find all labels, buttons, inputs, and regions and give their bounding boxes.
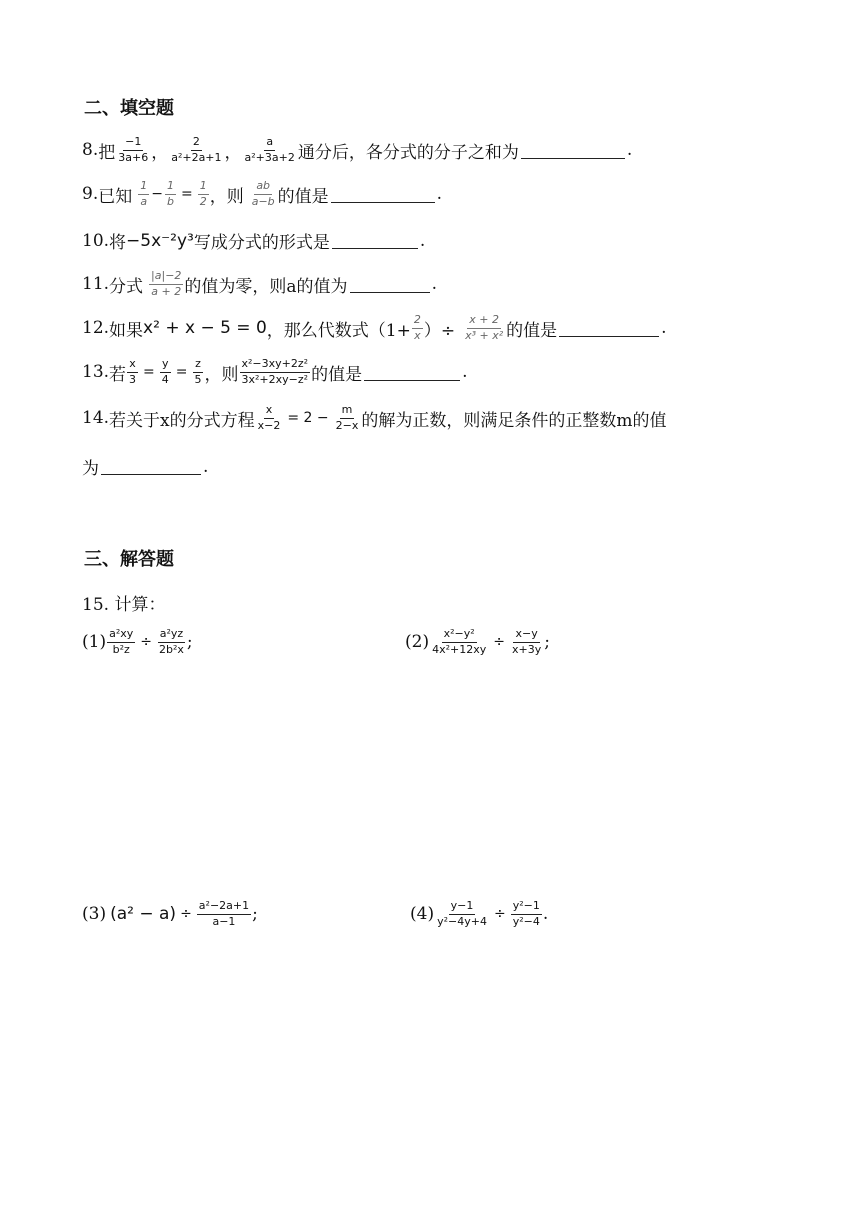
question-text: 的值是 <box>311 364 363 385</box>
denominator: 2b²x <box>159 642 184 656</box>
question-number: 11. <box>82 274 110 295</box>
equation-part: = 2 − <box>287 410 329 427</box>
numerator: y−1 <box>449 900 476 915</box>
section-title-fill-in: 二、填空题 <box>84 98 174 119</box>
denominator: a²+2a+1 <box>171 150 222 164</box>
question-text: 把 <box>98 142 116 163</box>
numerator: x−y <box>513 628 539 643</box>
period: . <box>462 362 468 383</box>
denominator: 3a+6 <box>118 150 149 164</box>
question-text: 的值是 <box>277 186 329 207</box>
period: . <box>542 904 549 925</box>
answer-blank[interactable] <box>101 458 201 475</box>
fraction <box>169 136 223 164</box>
numerator: |a|−2 <box>149 270 183 285</box>
problem-label: (4) <box>410 904 435 925</box>
numerator: x²−y² <box>442 628 477 643</box>
fraction <box>138 180 149 208</box>
fraction <box>127 358 138 386</box>
answer-blank[interactable] <box>559 320 659 337</box>
semicolon: ; <box>186 632 193 653</box>
problem-label: (1) <box>82 632 107 653</box>
numerator: a <box>264 136 275 151</box>
equals-sign: = <box>143 364 155 381</box>
denominator: x−2 <box>257 418 281 432</box>
question-text: 15. 计算： <box>82 595 166 615</box>
denominator: b²z <box>112 642 130 656</box>
question-number: 10. <box>82 230 110 251</box>
numerator: 1 <box>198 180 209 195</box>
fraction <box>157 628 186 656</box>
denominator: a <box>140 194 148 208</box>
answer-blank[interactable] <box>331 186 435 203</box>
question-14 <box>82 404 667 432</box>
question-text: 通分后，各分式的分子之和为 <box>297 142 519 163</box>
denominator: y²−4 <box>512 914 540 928</box>
denominator: 5 <box>194 372 202 386</box>
numerator: −1 <box>123 136 143 151</box>
answer-blank[interactable] <box>364 364 460 381</box>
question-14-continued <box>82 454 208 479</box>
divide-sign: ÷ <box>140 634 152 651</box>
fraction <box>412 314 423 342</box>
question-text: 写成分式的形式是 <box>193 233 330 253</box>
question-text: 若 <box>109 364 127 385</box>
question-text: ，则 <box>204 364 239 385</box>
numerator: y²−1 <box>511 900 542 915</box>
fraction <box>250 180 277 208</box>
question-10 <box>82 228 425 253</box>
fraction <box>116 136 150 164</box>
denominator: x <box>414 328 421 342</box>
fraction <box>165 180 176 208</box>
math-expression: −5x⁻²y³ <box>126 230 194 251</box>
question-text: 已知 <box>98 186 133 207</box>
denominator: 3 <box>129 372 137 386</box>
numerator: x <box>127 358 138 373</box>
separator: ， <box>151 142 169 163</box>
numerator: a²xy <box>107 628 135 643</box>
problem-15-1 <box>82 628 193 656</box>
numerator: 1 <box>165 180 176 195</box>
question-15-title <box>82 590 165 615</box>
numerator: a²yz <box>158 628 185 643</box>
divide-sign: ÷ <box>493 906 506 923</box>
numerator: 1 <box>138 180 149 195</box>
period: . <box>419 230 426 251</box>
problem-15-4 <box>410 900 548 928</box>
question-text: 分式 <box>109 276 144 297</box>
answer-blank[interactable] <box>332 232 418 249</box>
denominator: 4 <box>161 372 169 386</box>
question-text: 将 <box>109 233 127 253</box>
denominator: a²+3a+2 <box>244 150 295 164</box>
numerator: m <box>340 404 355 419</box>
denominator: a + 2 <box>151 284 182 298</box>
semicolon: ; <box>544 632 550 653</box>
denominator: 2 <box>199 194 207 208</box>
denominator: a−1 <box>212 914 236 928</box>
period: . <box>661 318 667 339</box>
question-number: 13. <box>82 362 110 383</box>
question-text: 为 <box>82 459 99 479</box>
question-text: 的值为零，则a的值为 <box>184 276 348 297</box>
math-expression: (a² − a) <box>110 904 177 925</box>
question-number: 14. <box>82 408 110 429</box>
denominator: a−b <box>251 194 275 208</box>
numerator: ab <box>254 180 272 195</box>
answer-blank[interactable] <box>521 142 625 159</box>
period: . <box>203 456 209 477</box>
question-text: ，那么代数式（1+ <box>266 320 411 341</box>
fraction <box>160 358 171 386</box>
minus-sign: − <box>151 186 163 203</box>
question-8 <box>82 136 632 164</box>
denominator: 2−x <box>335 418 359 432</box>
question-11 <box>82 270 437 298</box>
problem-label: (2) <box>405 632 430 653</box>
problem-15-2 <box>405 628 550 656</box>
numerator: z <box>193 358 203 373</box>
separator: ， <box>224 142 242 163</box>
problem-label: (3) <box>82 904 107 925</box>
numerator: 2 <box>412 314 423 329</box>
numerator: a²−2a+1 <box>197 900 251 915</box>
question-12 <box>82 314 667 342</box>
question-text: ）÷ <box>423 320 456 341</box>
period: . <box>626 140 633 161</box>
fraction <box>198 180 209 208</box>
fraction <box>149 270 183 298</box>
question-number: 9. <box>82 184 99 205</box>
semicolon: ; <box>252 904 258 925</box>
numerator: x <box>264 404 275 419</box>
question-number: 8. <box>82 140 99 161</box>
divide-sign: ÷ <box>180 906 192 923</box>
equals-sign: = <box>175 364 188 381</box>
fraction <box>197 900 251 928</box>
question-13 <box>82 358 467 386</box>
question-text: 的值是 <box>506 320 558 341</box>
question-text: 如果 <box>109 320 144 341</box>
numerator: x²−3xy+2z² <box>240 358 311 373</box>
fraction <box>430 628 488 656</box>
divide-sign: ÷ <box>493 634 505 651</box>
fraction <box>463 314 505 342</box>
math-expression: x² + x − 5 = 0 <box>143 318 267 339</box>
denominator: b <box>166 194 174 208</box>
numerator: y <box>160 358 171 373</box>
period: . <box>436 184 443 205</box>
question-text: ，则 <box>209 186 244 207</box>
question-text: 若关于x的分式方程 <box>109 410 255 431</box>
fraction <box>510 628 543 656</box>
denominator: 4x²+12xy <box>432 642 487 656</box>
numerator: 2 <box>191 136 202 151</box>
equals-sign: = <box>180 186 193 203</box>
denominator: y²−4y+4 <box>437 914 487 928</box>
fraction <box>435 900 489 928</box>
denominator: x+3y <box>511 642 542 656</box>
fraction <box>240 358 311 386</box>
denominator: x³ + x² <box>465 328 504 342</box>
section-title-solve: 三、解答题 <box>84 549 174 570</box>
question-9 <box>82 180 442 208</box>
fraction <box>511 900 542 928</box>
fraction <box>334 404 361 432</box>
question-number: 12. <box>82 318 110 339</box>
answer-blank[interactable] <box>350 276 430 293</box>
fraction <box>256 404 283 432</box>
denominator: 3x²+2xy−z² <box>241 372 309 386</box>
numerator: x + 2 <box>467 314 501 329</box>
fraction <box>193 358 204 386</box>
fraction <box>243 136 297 164</box>
problem-15-3 <box>82 900 258 928</box>
fraction <box>107 628 135 656</box>
question-text: 的解为正数，则满足条件的正整数m的值 <box>361 410 667 431</box>
period: . <box>431 274 437 295</box>
